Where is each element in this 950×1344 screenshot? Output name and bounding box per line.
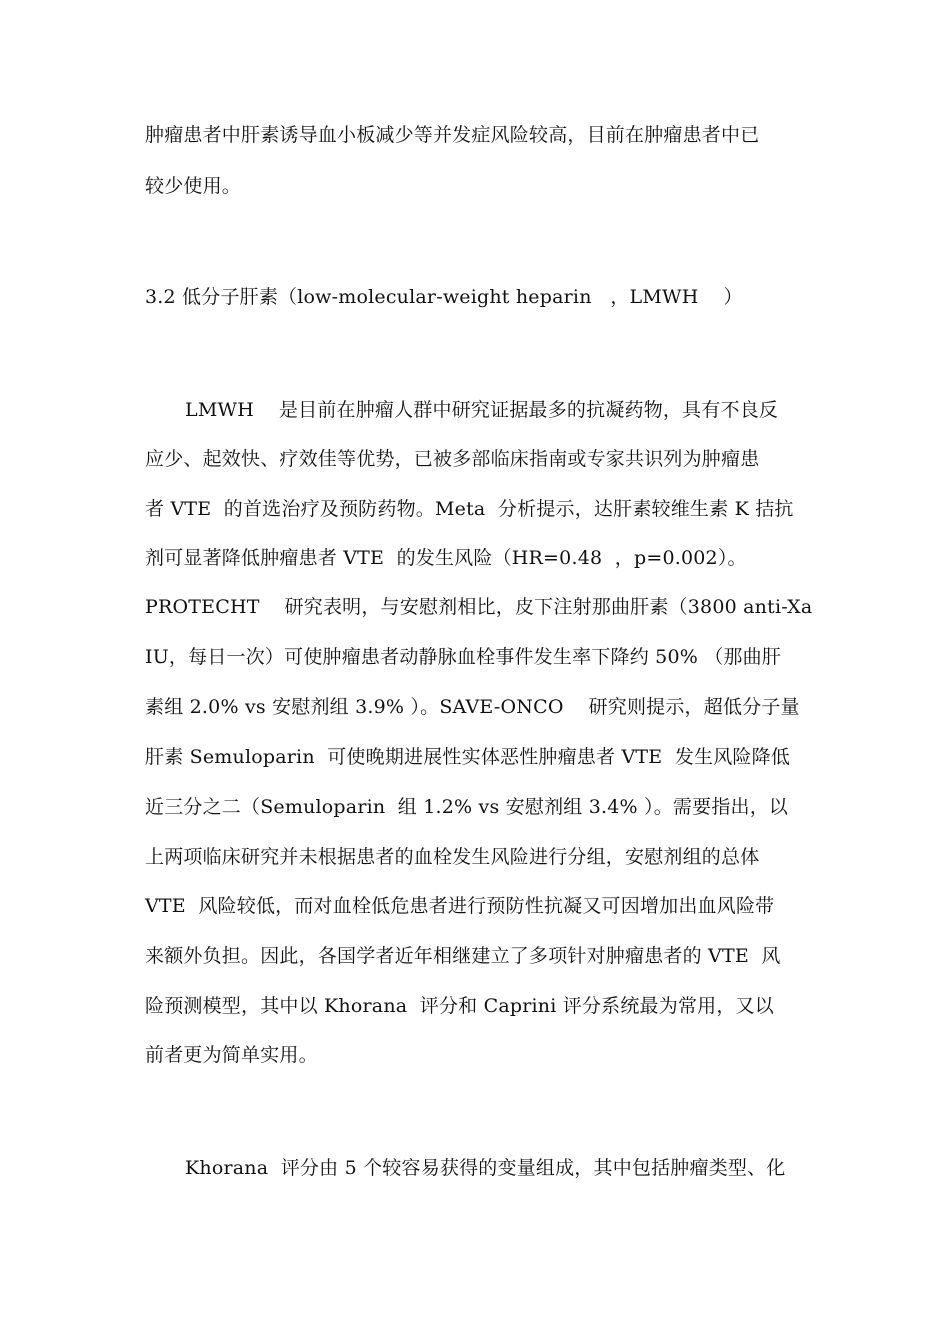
text-line: 较少使用。	[145, 175, 242, 197]
text-line: 应少、起效快、疗效佳等优势，已被多部临床指南或专家共识列为肿瘤患	[145, 448, 760, 470]
text-line: 近三分之二（Semuloparin 组 1.2% vs 安慰剂组 3.4% ）。需要指出，以	[145, 796, 789, 818]
text-line: 剂可显著降低肿瘤患者 VTE 的发生风险（HR=0.48 ，p=0.002）。	[145, 547, 747, 569]
section-heading: 3.2 低分子肝素（low-molecular-weight heparin ，LMWH ）	[145, 286, 743, 308]
text-line: 前者更为简单实用。	[145, 1044, 318, 1066]
text-line: 者 VTE 的首选治疗及预防药物。Meta 分析提示，达肝素较维生素 K 拮抗	[145, 498, 794, 520]
text-line: IU，每日一次）可使肿瘤患者动静脉血栓事件发生率下降约 50% （那曲肝	[145, 646, 782, 668]
text-line: 肿瘤患者中肝素诱导血小板减少等并发症风险较高，目前在肿瘤患者中已	[145, 124, 760, 146]
text-line: 险预测模型，其中以 Khorana 评分和 Caprini 评分系统最为常用，又以	[145, 995, 774, 1017]
text-line: LMWH 是目前在肿瘤人群中研究证据最多的抗凝药物，具有不良反	[185, 399, 779, 421]
text-line: 肝素 Semuloparin 可使晚期进展性实体恶性肿瘤患者 VTE 发生风险降低	[145, 746, 791, 768]
text-line: Khorana 评分由 5 个较容易获得的变量组成，其中包括肿瘤类型、化	[185, 1157, 786, 1179]
text-line: 上两项临床研究并未根据患者的血栓发生风险进行分组，安慰剂组的总体	[145, 846, 760, 868]
text-line: PROTECHT 研究表明，与安慰剂相比，皮下注射那曲肝素（3800 anti-Xa	[145, 596, 813, 618]
text-line: 素组 2.0% vs 安慰剂组 3.9% ）。SAVE-ONCO 研究则提示，超低分子量	[145, 696, 800, 718]
text-line: 来额外负担。因此，各国学者近年相继建立了多项针对肿瘤患者的 VTE 风	[145, 945, 781, 967]
text-line: VTE 风险较低，而对血栓低危患者进行预防性抗凝又可因增加出血风险带	[145, 895, 775, 917]
